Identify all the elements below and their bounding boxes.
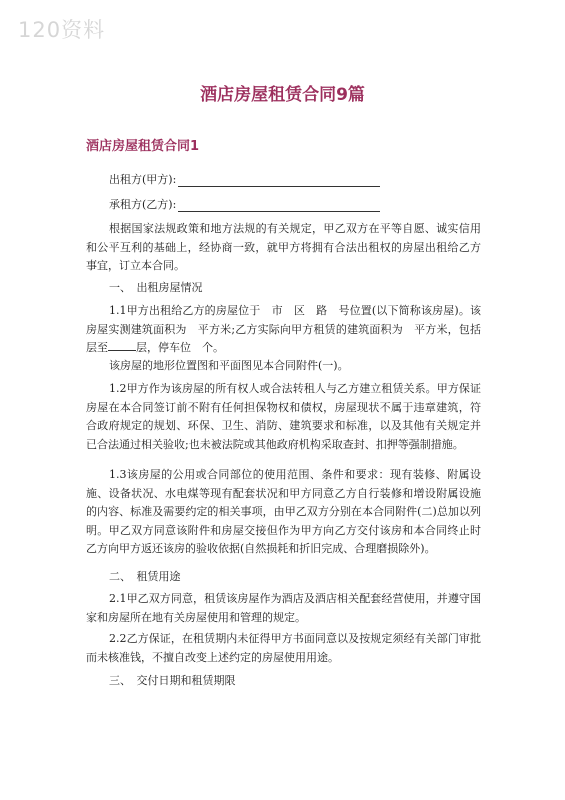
watermark-text: 120资料 xyxy=(18,18,106,42)
clause-1-2: 1.2甲方作为该房屋的所有权人或合法转租人与乙方建立租赁关系。甲方保证房屋在本合同签订前不附有任何担保物权和债权，房屋现状不属于违章建筑，符合政府规定的规划、环保、卫生、消防、建筑要求和标准，以及其他有关规定并已合法通过相关验收;也未被法院或其他政府机构采取查封、扣押等强制措施。 xyxy=(86,382,481,451)
intro-paragraph: 根据国家法规政策和地方法规的有关规定，甲乙双方在平等自愿、诚实信用和公平互利的基础上，经协商一致，就甲方将拥有合法出租权的房屋出租给乙方事宜，订立本合同。 xyxy=(86,222,481,272)
clause-2-2: 2.2乙方保证，在租赁期内未征得甲方书面同意以及按规定须经有关部门审批而未核准钱，不擅自改变上述约定的房屋使用用途。 xyxy=(86,632,481,664)
floor-plan-paragraph: 该房屋的地形位置图和平面图见本合同附件(一)。 xyxy=(109,359,349,372)
heading-lease-purpose: 二、 租赁用途 xyxy=(109,570,181,583)
clause-1-1 xyxy=(86,302,481,358)
document-title: 酒店房屋租赁合同9篇 xyxy=(200,85,365,105)
lessor-blank xyxy=(178,174,380,187)
lessor-label: 出租方(甲方): xyxy=(109,173,177,186)
lessor-line xyxy=(109,171,380,187)
clause-2-1: 2.1甲乙双方同意，租赁该房屋作为酒店及酒店相关配套经营使用，并遵守国家和房屋所在地有关房屋使用和管理的规定。 xyxy=(86,592,481,624)
lessee-line xyxy=(109,196,380,212)
floor-blank xyxy=(108,339,136,351)
heading-delivery-term: 三、 交付日期和租赁期限 xyxy=(109,674,236,687)
lessee-blank xyxy=(178,199,380,212)
section-title: 酒店房屋租赁合同1 xyxy=(86,139,200,154)
clause-1-1-text-b: 层，停车位 个。 xyxy=(136,341,224,354)
heading-rental-property: 一、 出租房屋情况 xyxy=(109,281,203,294)
lessee-label: 承租方(乙方): xyxy=(109,198,177,211)
clause-1-1-text-a: 1.1甲方出租给乙方的房屋位于 市 区 路 号位置(以下简称该房屋)。该房屋实测建筑面积为 平方米;乙方实际向甲方租赁的建筑面积为 平方米，包括层至 xyxy=(86,304,481,354)
clause-1-3: 1.3该房屋的公用或合同部位的使用范围、条件和要求：现有装修、附属设施、设备状况、水电煤等现有配套状况和甲方同意乙方自行装修和增设附属设施的内容、标准及需要约定的相关事项，由甲乙双方分别在本合同附件(二)总加以列明。甲乙双方同意该附件和房屋交接但作为甲方向乙方交付该房和本合同终止时乙方向甲方返还该房的验收依据(自然损耗和折旧完成、合理磨损除外)。 xyxy=(86,468,481,555)
